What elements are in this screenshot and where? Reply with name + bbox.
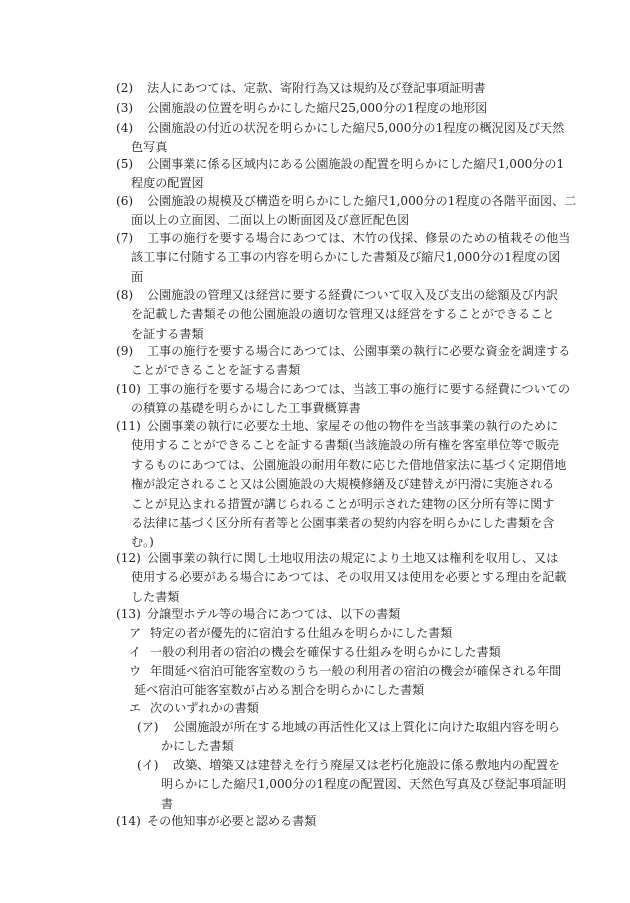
item-text: 公園施設の規模及び構造を明らかにした縮尺1,000分の1程度の各階平面図、二 bbox=[147, 194, 577, 208]
sub-sub-item-text: 書 bbox=[161, 796, 174, 811]
list-item bbox=[116, 155, 565, 194]
list-item bbox=[116, 79, 552, 98]
sub-item-label: イ bbox=[129, 645, 142, 659]
sub-item-text: 一般の利用者の宿泊の機会を確保する仕組みを明らかにした書類 bbox=[150, 645, 501, 659]
item-number: (9) bbox=[116, 344, 134, 358]
item-number: (13) bbox=[116, 607, 141, 621]
item-text: ことができることを証する書類 bbox=[131, 363, 301, 378]
sub-item-text: 年間延べ宿泊可能客室数のうち一般の利用者の宿泊の機会が確保される年間 bbox=[150, 664, 562, 678]
item-text: 面 bbox=[131, 269, 144, 284]
item-text: る法律に基づく区分所有者等と公園事業者の契約内容を明らかにした書類を含 bbox=[131, 516, 555, 531]
item-text: 工事の施行を要する場合にあつては、公園事業の執行に必要な資金を調達する bbox=[147, 344, 571, 358]
item-number: (2) bbox=[116, 81, 134, 95]
item-text: 工事の施行を要する場合にあつては、当該工事の施行に要する経費についての bbox=[147, 382, 571, 396]
item-text: 公園施設の管理又は経営に要する経費について収入及び支出の総額及び内訳 bbox=[147, 288, 558, 302]
list-item bbox=[116, 99, 552, 118]
item-text: 公園施設の付近の状況を明らかにした縮尺5,000分の1程度の概況図及び天然 bbox=[147, 121, 565, 135]
item-text: 公園事業の執行に必要な土地、家屋その他の物件を当該事業の執行のために bbox=[147, 419, 559, 433]
list-item bbox=[116, 812, 552, 831]
item-text: む。) bbox=[131, 535, 154, 550]
sub-sub-item-text: 公園施設が所在する地域の再活性化又は上質化に向けた取組内容を明ら bbox=[173, 720, 561, 734]
sub-item-label: エ bbox=[129, 701, 142, 715]
item-text: した書類 bbox=[131, 589, 180, 604]
item-text: 色写真 bbox=[131, 140, 168, 155]
item-text: 使用することができることを証する書類(当該施設の所有権を客室単位等で販売 bbox=[131, 438, 560, 453]
list-item bbox=[116, 605, 552, 624]
item-text: するものにあつては、公園施設の耐用年数に応じた借地借家法に基づく定期借地 bbox=[131, 457, 567, 472]
item-text: 公園施設の位置を明らかにした縮尺25,000分の1程度の地形図 bbox=[147, 101, 488, 115]
list-item bbox=[116, 417, 567, 553]
sub-sub-list-item bbox=[137, 718, 561, 757]
item-number: (8) bbox=[116, 288, 134, 302]
sub-sub-item-text: 改築、増築又は建替えを行う廃屋又は老朽化施設に係る敷地内の配置を bbox=[173, 758, 561, 772]
list-item bbox=[116, 286, 558, 344]
sub-item-label: ア bbox=[129, 626, 142, 640]
sub-sub-item-label: (イ) bbox=[137, 758, 159, 772]
item-number: (11) bbox=[116, 419, 141, 433]
item-number: (10) bbox=[116, 382, 141, 396]
list-item bbox=[116, 342, 571, 381]
item-text: ことが見込まれる措置が講じられることが明示された建物の区分所有等に関す bbox=[131, 496, 555, 511]
item-number: (12) bbox=[116, 551, 141, 565]
item-text: 法人にあつては、定款、寄附行為又は規約及び登記事項証明書 bbox=[147, 81, 486, 95]
sub-item-text: 延べ宿泊可能客室数が占める割合を明らかにした書類 bbox=[134, 683, 425, 698]
item-number: (3) bbox=[116, 101, 134, 115]
item-text: その他知事が必要と認める書類 bbox=[147, 814, 317, 828]
item-text: 工事の施行を要する場合にあつては、木竹の伐採、修景のための植栽その他当 bbox=[147, 231, 571, 245]
item-text: 該工事に付随する工事の内容を明らかにした書類及び縮尺1,000分の1程度の図 bbox=[131, 250, 561, 265]
item-text: を記載した書類その他公園施設の適切な管理又は経営をすることができること bbox=[131, 307, 555, 322]
sub-sub-list-item bbox=[137, 756, 567, 814]
item-text: 面以上の立面図、二面以上の断面図及び意匠配色図 bbox=[131, 213, 410, 228]
sub-list-item bbox=[129, 624, 549, 643]
item-number: (14) bbox=[116, 814, 141, 828]
item-number: (7) bbox=[116, 231, 134, 245]
sub-item-text: 次のいずれかの書類 bbox=[150, 701, 259, 715]
item-text: 程度の配置図 bbox=[131, 176, 204, 191]
item-text: 権が設定されること又は公園施設の大規模修繕及び建替えが円滑に実施される bbox=[131, 477, 555, 492]
sub-list-item bbox=[129, 643, 549, 662]
item-text: 使用する必要がある場合にあつては、その収用又は使用を必要とする理由を記載 bbox=[131, 570, 567, 585]
list-item bbox=[116, 549, 567, 607]
item-text: 公園事業に係る区域内にある公園施設の配置を明らかにした縮尺1,000分の1 bbox=[147, 157, 565, 171]
sub-list-item bbox=[129, 699, 549, 718]
list-item bbox=[116, 192, 577, 231]
item-text: 分譲型ホテル等の場合にあつては、以下の書類 bbox=[147, 607, 401, 621]
item-number: (5) bbox=[116, 157, 134, 171]
sub-item-text: 特定の者が優先的に宿泊する仕組みを明らかにした書類 bbox=[150, 626, 453, 640]
sub-sub-item-text: かにした書類 bbox=[161, 739, 234, 754]
item-number: (6) bbox=[116, 194, 134, 208]
sub-item-label: ウ bbox=[129, 664, 142, 678]
list-item bbox=[116, 119, 565, 158]
item-text: を証する書類 bbox=[131, 326, 204, 341]
sub-sub-item-label: (ア) bbox=[137, 720, 159, 734]
list-item bbox=[116, 380, 571, 419]
item-number: (4) bbox=[116, 121, 134, 135]
item-text: の積算の基礎を明らかにした工事費概算書 bbox=[131, 401, 361, 416]
sub-sub-item-text: 明らかにした縮尺1,000分の1程度の配置図、天然色写真及び登記事項証明 bbox=[161, 777, 567, 792]
sub-list-item bbox=[129, 662, 562, 701]
item-text: 公園事業の執行に関し土地収用法の規定により土地又は権利を収用し、又は bbox=[147, 551, 559, 565]
list-item bbox=[116, 229, 571, 287]
